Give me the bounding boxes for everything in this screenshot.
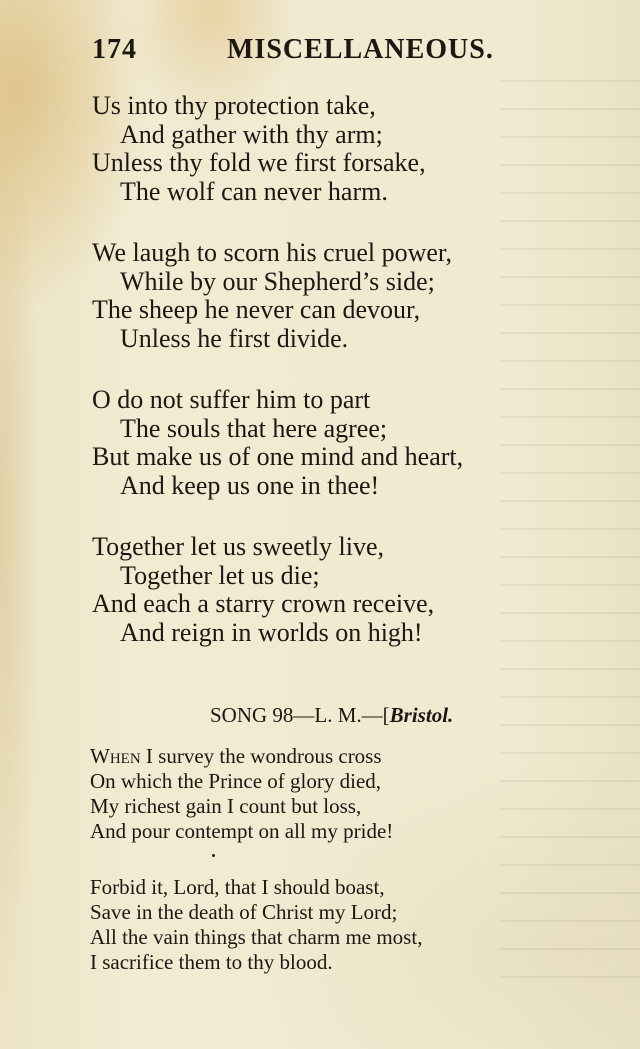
verse-line: Save in the death of Christ my Lord; [90, 900, 398, 924]
page-header [92, 34, 512, 74]
page-number: 174 [92, 34, 137, 65]
verse-line: And keep us one in thee! [120, 470, 380, 500]
verse-line: And pour contempt on all my pride! [90, 819, 394, 843]
verse-line: We laugh to scorn his cruel power, [92, 238, 453, 267]
verse-line: I sacrifice them to thy blood. [90, 950, 333, 974]
hymn-continuation [92, 92, 562, 680]
verse-line: Together let us die; [120, 560, 320, 590]
stanza [92, 386, 562, 500]
song-98 [90, 744, 540, 1006]
verse-line: While by our Shepherd’s side; [120, 266, 435, 296]
verse-line: Unless thy fold we first forsake, [92, 148, 426, 177]
first-word: When [90, 744, 141, 768]
verse-line: On which the Prince of glory died, [90, 769, 382, 793]
stanza [92, 533, 562, 647]
verse-line: Together let us sweetly live, [92, 532, 385, 561]
verse-line: My richest gain I count but loss, [90, 794, 362, 818]
stanza [92, 92, 562, 206]
verse-line: Forbid it, Lord, that I should boast, [90, 875, 385, 899]
running-head: MISCELLANEOUS. [227, 34, 494, 65]
verse-line: But make us of one mind and heart, [92, 442, 464, 471]
verse-line: The souls that here agree; [120, 413, 388, 443]
tune-name: Bristol. [389, 703, 454, 727]
verse-line: All the vain things that charm me most, [90, 925, 423, 949]
verse-line: And reign in worlds on high! [120, 617, 423, 647]
verse-line: The sheep he never can devour, [92, 295, 421, 324]
stanza [90, 875, 540, 975]
verse-line: Unless he first divide. [120, 323, 349, 353]
song-number-meter: SONG 98—L. M.—[ [210, 703, 390, 727]
verse-line: The wolf can never harm. [120, 176, 388, 206]
stanza [90, 744, 540, 844]
verse-line [90, 744, 540, 769]
verse-line: And gather with thy arm; [120, 119, 383, 149]
ink-speck [212, 854, 215, 857]
stanza [92, 239, 562, 353]
first-line-rest: I survey the wondrous cross [140, 744, 382, 768]
song-heading [210, 703, 453, 728]
verse-line: And each a starry crown receive, [92, 589, 435, 618]
verse-line: O do not suffer him to part [92, 385, 371, 414]
verse-line: Us into thy protection take, [92, 91, 376, 120]
